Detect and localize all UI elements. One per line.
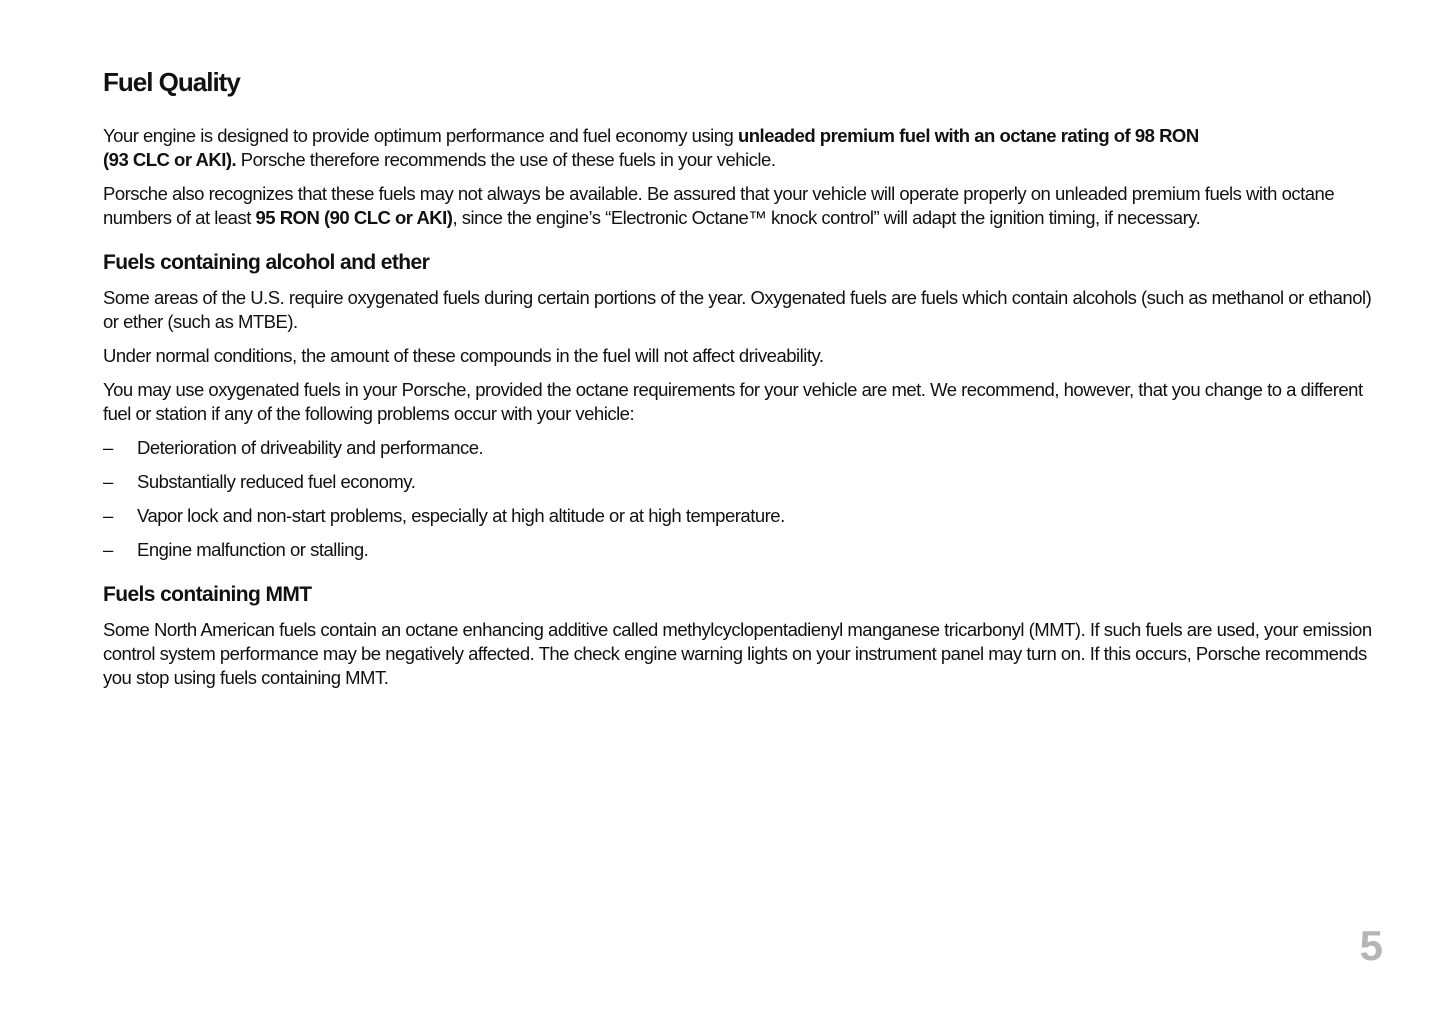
mmt-section-heading: Fuels containing MMT bbox=[103, 583, 312, 606]
alcohol-paragraph-3: You may use oxygenated fuels in your Porsche, provided the octane requirements for your vehicle are met. We recommend, however, that you change to a different fuel or station if any of the following problems occur with your vehicle: bbox=[103, 379, 1363, 424]
list-item bbox=[103, 470, 1388, 494]
page-number: 5 bbox=[1359, 922, 1383, 969]
alcohol-paragraph-2: Under normal conditions, the amount of these compounds in the fuel will not affect driveability. bbox=[103, 345, 824, 366]
dash-bullet: – bbox=[103, 437, 113, 458]
intro-paragraph-2 bbox=[103, 182, 1388, 230]
page-title: Fuel Quality bbox=[103, 67, 240, 97]
problem-list bbox=[103, 436, 1388, 562]
intro-p1-bold-2: (93 CLC or AKI). bbox=[103, 149, 237, 170]
intro-p1-bold-1: unleaded premium fuel with an octane rating of 98 RON bbox=[737, 125, 1199, 146]
intro-p1-text: Your engine is designed to provide optimum performance and fuel economy using bbox=[103, 125, 738, 146]
list-item bbox=[103, 436, 1388, 460]
mmt-paragraph-1: Some North American fuels contain an octane enhancing additive called methylcyclopentadienyl manganese tricarbonyl (MMT). If such fuels are used, your emission control system performance may be negatively affected. The check engine warning lights on your instrument panel may turn on. If this occurs, Porsche recommends you stop using fuels containing MMT. bbox=[103, 619, 1372, 688]
alcohol-paragraph-1: Some areas of the U.S. require oxygenated fuels during certain portions of the year. Oxygenated fuels are fuels which contain alcohols (such as methanol or ethanol) or ether (such as MTBE). bbox=[103, 287, 1372, 332]
intro-p2-text: Porsche also recognizes that these fuels may not always be available. Be assured that your vehicle will operate properly on unleaded premium fuels with octane numbers of at least bbox=[103, 183, 1335, 228]
dash-bullet: – bbox=[103, 539, 113, 560]
dash-bullet: – bbox=[103, 471, 113, 492]
intro-p1-after: Porsche therefore recommends the use of these fuels in your vehicle. bbox=[236, 149, 776, 170]
list-item-text: Vapor lock and non-start problems, especially at high altitude or at high temperature. bbox=[137, 505, 785, 526]
intro-p2-bold: 95 RON (90 CLC or AKI) bbox=[255, 207, 453, 228]
list-item bbox=[103, 538, 1388, 562]
list-item-text: Engine malfunction or stalling. bbox=[137, 539, 369, 560]
document-page bbox=[103, 62, 1388, 700]
intro-p2-after: , since the engine’s “Electronic Octane™ knock control” will adapt the ignition timing, if necessary. bbox=[452, 207, 1201, 228]
list-item bbox=[103, 504, 1388, 528]
list-item-text: Substantially reduced fuel economy. bbox=[137, 471, 416, 492]
list-item-text: Deterioration of driveability and performance. bbox=[137, 437, 484, 458]
dash-bullet: – bbox=[103, 505, 113, 526]
intro-paragraph-1 bbox=[103, 124, 1388, 172]
alcohol-section-heading: Fuels containing alcohol and ether bbox=[103, 251, 430, 274]
